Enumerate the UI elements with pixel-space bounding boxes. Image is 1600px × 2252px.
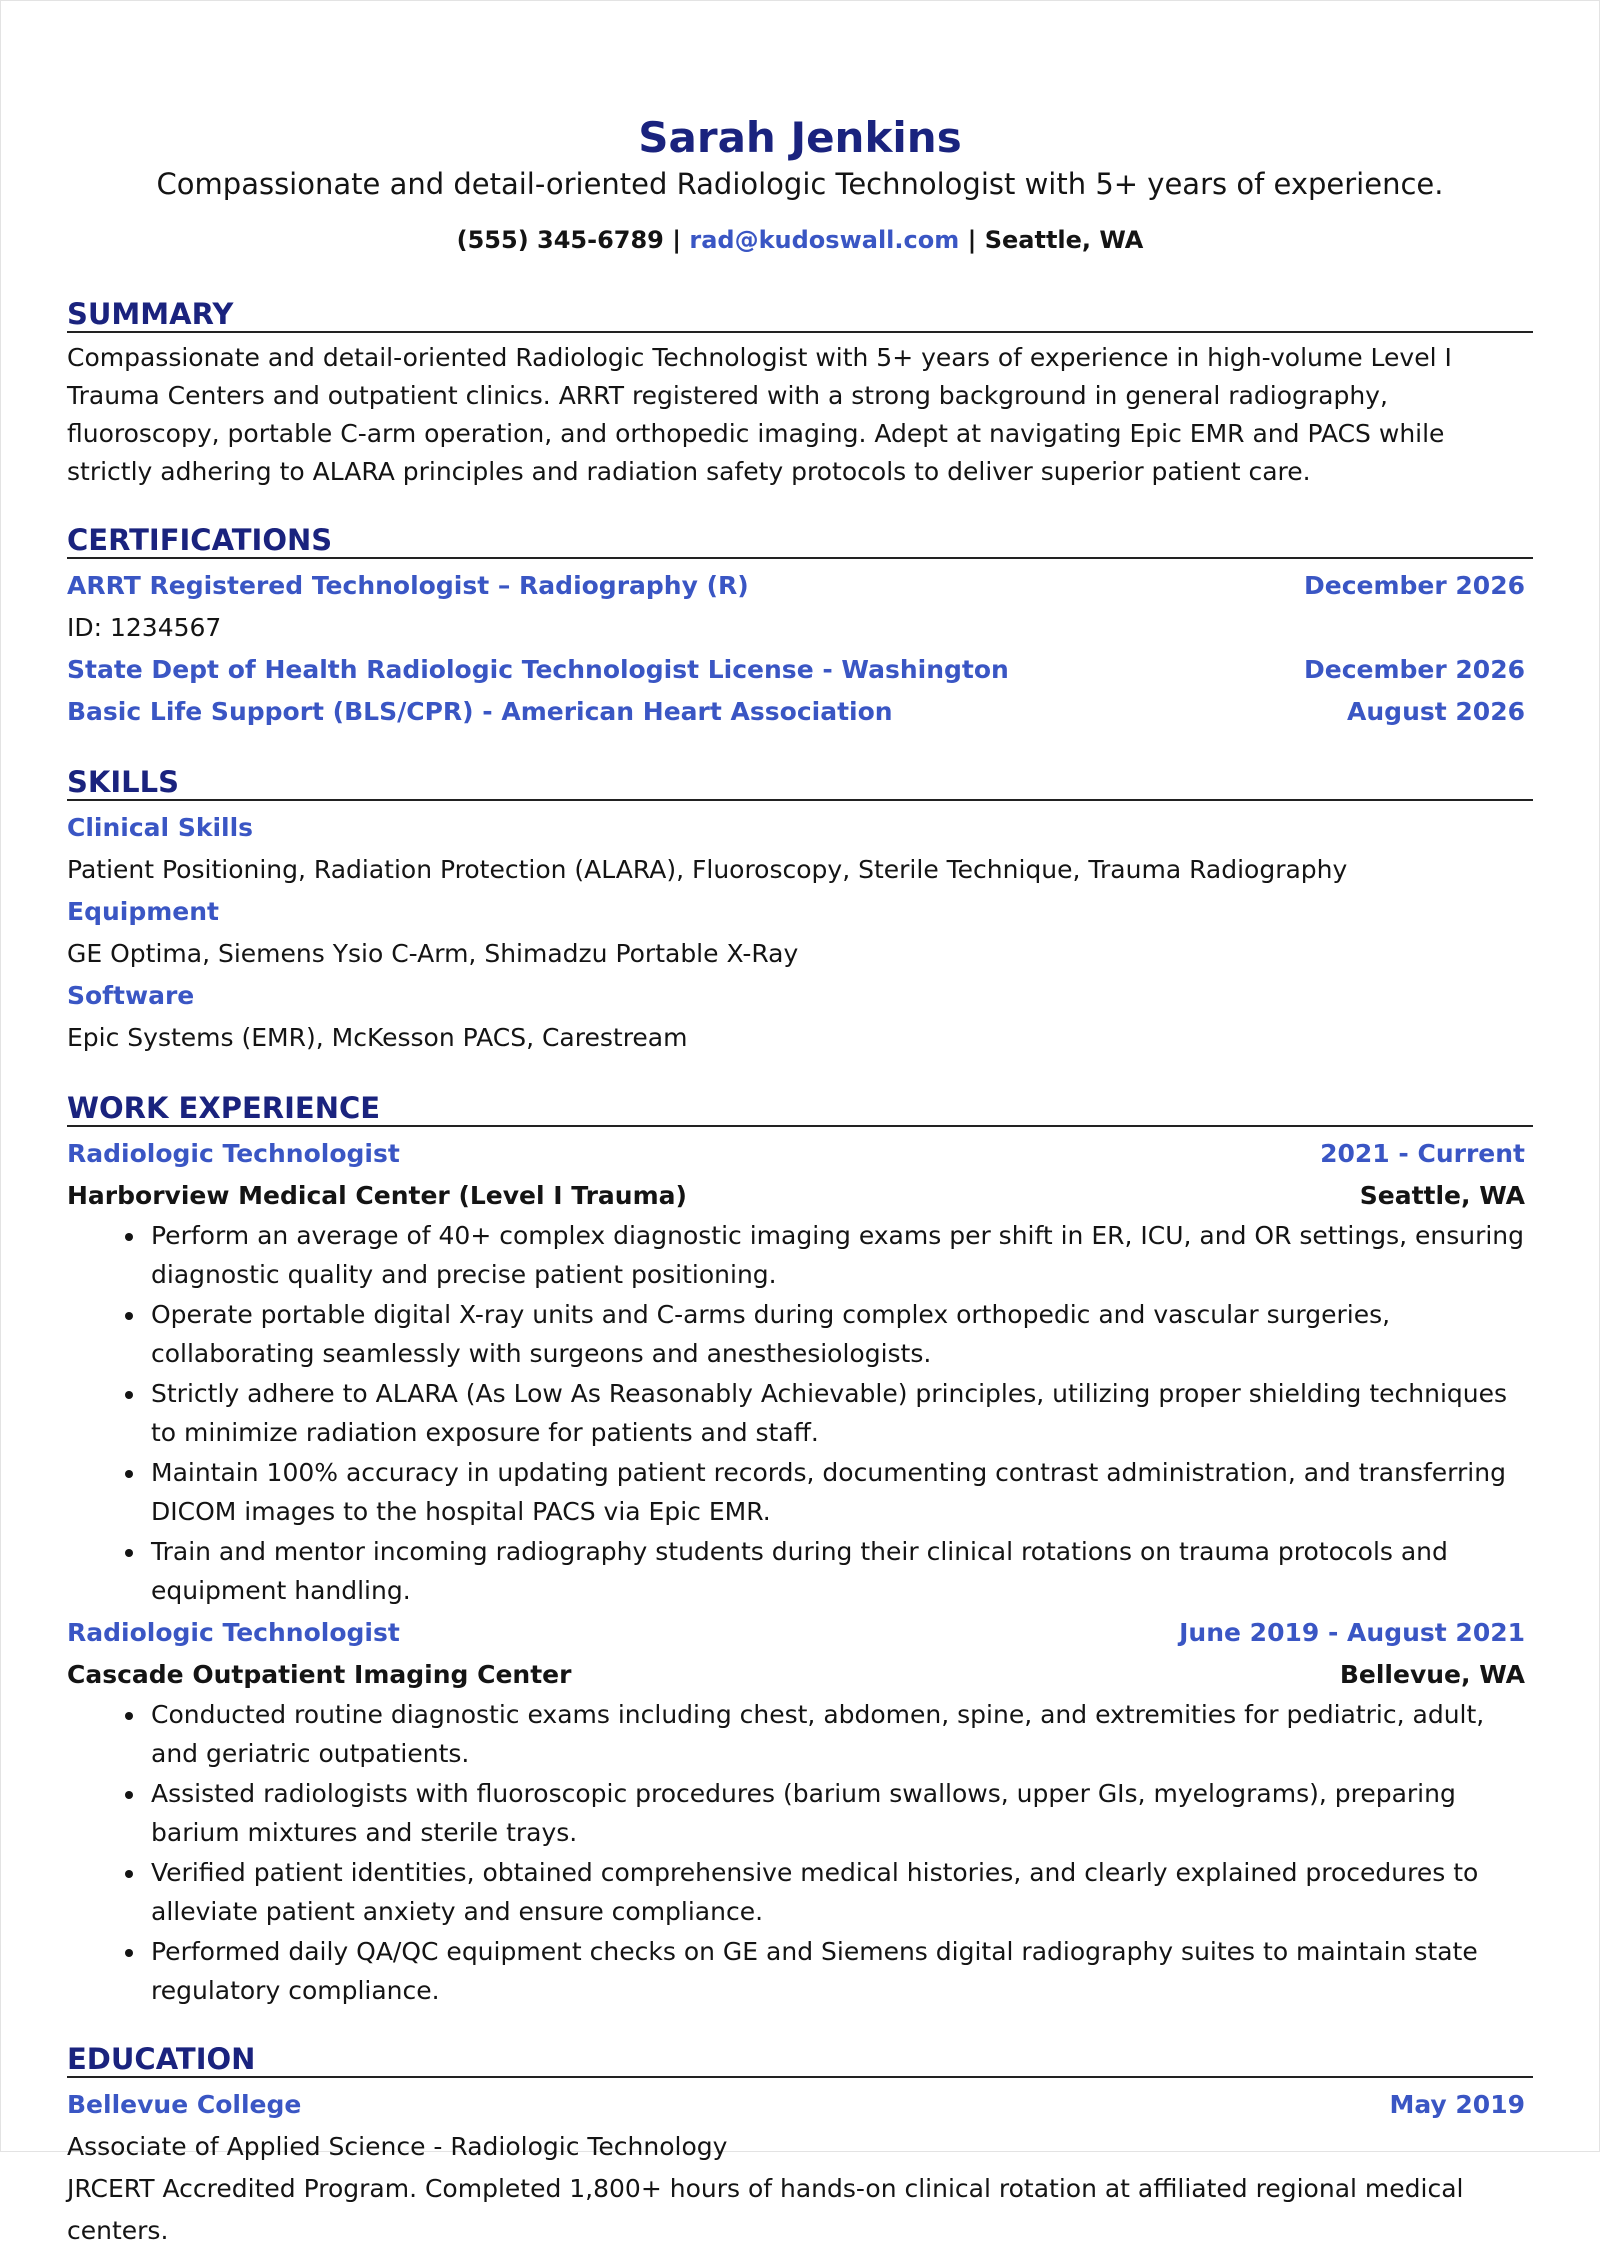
certification-name: ARRT Registered Technologist – Radiography (R) [67,571,749,600]
job-bullet: • Maintain 100% accuracy in updating patient records, documenting contrast administration, and transferring DICOM images to the hospital PACS via Epic EMR. [147,1454,1533,1531]
job-dates: 2021 - Current [1320,1139,1525,1168]
certification-item [67,691,1533,733]
job-bullet: • Conducted routine diagnostic exams including chest, abdomen, spine, and extremities for pediatric, adult, and geriatric outpatients. [147,1696,1533,1773]
job-employer: Cascade Outpatient Imaging Center [67,1660,572,1689]
job-bullet: • Strictly adhere to ALARA (As Low As Reasonably Achievable) principles, utilizing proper shielding techniques to minimize radiation exposure for patients and staff. [147,1375,1533,1452]
email-link[interactable]: rad@kudoswall.com [689,226,960,254]
section-title-skills: SKILLS [67,765,1533,801]
job-bullet: • Train and mentor incoming radiography students during their clinical rotations on trauma protocols and equipment handling. [147,1533,1533,1610]
candidate-location: Seattle, WA [984,226,1144,254]
skill-group-label: Equipment [67,897,219,926]
skill-group-value: GE Optima, Siemens Ysio C-Arm, Shimadzu Portable X-Ray [67,939,799,968]
job-bullet: • Assisted radiologists with fluoroscopic procedures (barium swallows, upper GIs, myelograms), preparing barium mixtures and sterile trays. [147,1775,1533,1852]
skills-section [67,765,1533,1059]
section-title-education: EDUCATION [67,2042,1533,2078]
candidate-name: Sarah Jenkins [638,113,962,162]
section-title-experience: WORK EXPERIENCE [67,1091,1533,1127]
job-location: Bellevue, WA [1339,1660,1525,1689]
job-bullet: • Perform an average of 40+ complex diagnostic imaging exams per shift in ER, ICU, and OR settings, ensuring diagnostic quality and precise patient positioning. [147,1217,1533,1294]
job-bullet: • Performed daily QA/QC equipment checks on GE and Siemens digital radiography suites to maintain state regulatory compliance. [147,1933,1533,2010]
certification-name: State Dept of Health Radiologic Technologist License - Washington [67,655,1009,684]
education-degree: Associate of Applied Science - Radiologic Technology [67,2132,728,2161]
job-role: Radiologic Technologist [67,1139,400,1168]
contact-separator: | [672,226,681,254]
certification-date: December 2026 [1304,655,1525,684]
summary-text: Compassionate and detail-oriented Radiologic Technologist with 5+ years of experience in high-volume Level I Trauma Centers and outpatient clinics. ARRT registered with a strong background in general radiography, fluoroscopy, portable C-arm operation, and orthopedic imaging. Adept at navigating Epic EMR and PACS while strictly adhering to ALARA principles and radiation safety protocols to deliver superior patient care. [67,343,1452,486]
certification-name: Basic Life Support (BLS/CPR) - American Heart Association [67,697,893,726]
job-employer-row [67,1654,1533,1696]
section-title-summary: SUMMARY [67,297,1533,333]
job-entry [67,1133,1533,1610]
job-entry [67,1612,1533,2010]
skill-group-value: Patient Positioning, Radiation Protection (ALARA), Fluoroscopy, Sterile Technique, Trauma Radiography [67,855,1348,884]
job-bullets [67,1696,1533,2010]
skill-group-label: Clinical Skills [67,813,254,842]
education-note: JRCERT Accredited Program. Completed 1,800+ hours of hands-on clinical rotation at affiliated regional medical centers. [67,2174,1464,2245]
certification-date: August 2026 [1347,697,1525,726]
certification-item [67,565,1533,607]
job-bullet: • Operate portable digital X-ray units and C-arms during complex orthopedic and vascular surgeries, collaborating seamlessly with surgeons and anesthesiologists. [147,1296,1533,1373]
experience-section [67,1091,1533,2010]
job-employer-row [67,1175,1533,1217]
education-school-row [67,2084,1533,2126]
summary-section [67,297,1533,491]
job-role-row [67,1612,1533,1654]
certifications-section [67,523,1533,733]
certification-item [67,649,1533,691]
education-section [67,2042,1533,2252]
education-school: Bellevue College [67,2090,302,2119]
education-date: May 2019 [1389,2090,1525,2119]
resume-header [67,1,1533,257]
job-bullet: • Verified patient identities, obtained comprehensive medical histories, and clearly explained procedures to alleviate patient anxiety and ensure compliance. [147,1854,1533,1931]
contact-separator: | [967,226,977,254]
job-dates: June 2019 - August 2021 [1179,1618,1525,1647]
certification-detail: ID: 1234567 [67,613,222,642]
candidate-tagline: Compassionate and detail-oriented Radiologic Technologist with 5+ years of experience. [156,167,1444,201]
job-employer: Harborview Medical Center (Level I Trauma) [67,1181,687,1210]
skill-group-value: Epic Systems (EMR), McKesson PACS, Carestream [67,1023,688,1052]
contact-line [67,223,1533,257]
job-location: Seattle, WA [1359,1181,1525,1210]
certification-date: December 2026 [1304,571,1525,600]
skill-group-label: Software [67,981,195,1010]
section-title-certifications: CERTIFICATIONS [67,523,1533,559]
job-bullets [67,1217,1533,1610]
job-role-row [67,1133,1533,1175]
phone-number: (555) 345-6789 [456,226,664,254]
job-role: Radiologic Technologist [67,1618,400,1647]
